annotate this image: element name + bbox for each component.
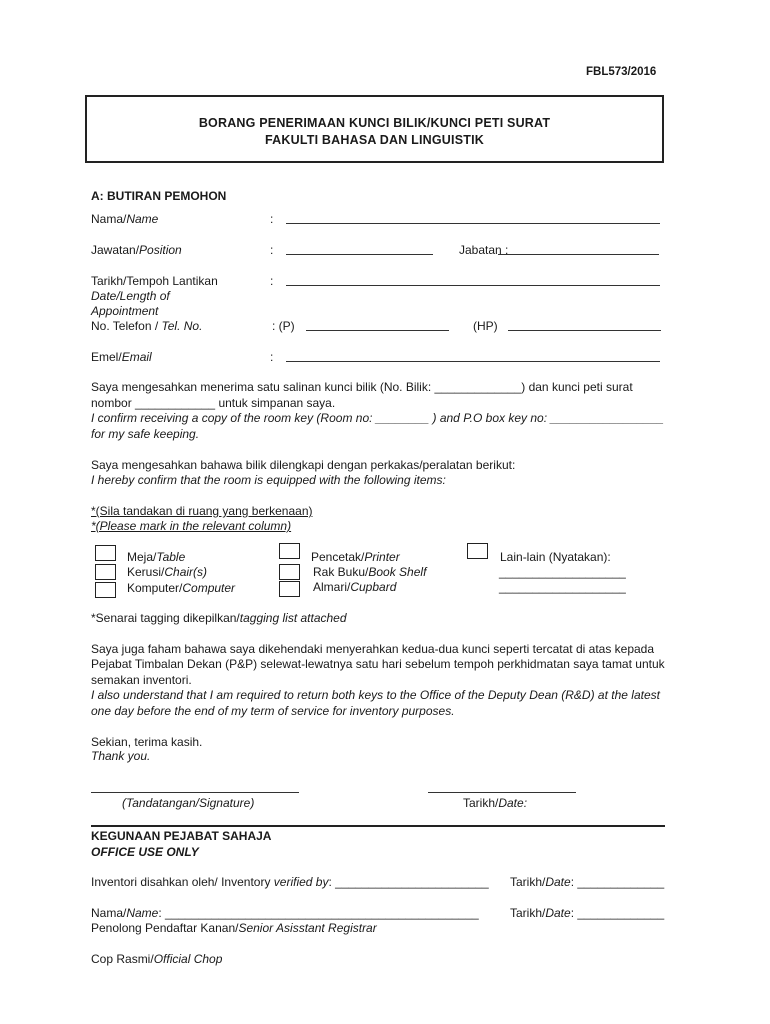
confirm-key-ms-line2: nombor ____________ untuk simpanan saya. [91, 396, 336, 410]
confirm-key-en-line2: for my safe keeping. [91, 427, 200, 441]
appointment-colon: : [270, 274, 274, 288]
chair-label: Kerusi/Chair(s) [127, 565, 208, 579]
mark-instruction-ms: *(Sila tandakan di ruang yang berkenaan) [91, 504, 313, 518]
name-colon: : [270, 212, 274, 226]
form-title-line1: BORANG PENERIMAAN KUNCI BILIK/KUNCI PETI SURAT [198, 116, 551, 130]
bookshelf-checkbox[interactable] [279, 564, 300, 580]
name-label: Nama/Name [91, 212, 159, 226]
form-title-line2: FAKULTI BAHASA DAN LINGUISTIK [265, 133, 484, 147]
position-label: Jawatan/Position [91, 243, 182, 257]
computer-checkbox[interactable] [95, 582, 116, 598]
signature-date-label: Tarikh/Date: [463, 796, 528, 810]
bookshelf-label: Rak Buku/Book Shelf [313, 565, 427, 579]
tagging-note: *Senarai tagging dikepilkan/tagging list attached [91, 611, 347, 625]
office-divider [91, 825, 665, 827]
tel-p-label: : (P) [272, 319, 295, 333]
others-checkbox[interactable] [467, 543, 488, 559]
office-heading-en: OFFICE USE ONLY [91, 845, 199, 859]
email-field[interactable] [286, 361, 660, 362]
mark-instruction-en: *(Please mark in the relevant column) [91, 519, 292, 533]
appointment-label: Tarikh/Tempoh Lantikan [91, 274, 218, 288]
others-field-1[interactable]: ___________________ [499, 565, 626, 579]
office-heading-ms: KEGUNAAN PEJABAT SAHAJA [91, 829, 272, 843]
table-checkbox[interactable] [95, 545, 116, 561]
title-box [85, 95, 664, 163]
equipment-en: I hereby confirm that the room is equipped with the following items: [91, 473, 446, 487]
email-colon: : [270, 350, 274, 364]
appointment-label-en1: Date/Length of [91, 289, 170, 303]
appointment-field[interactable] [286, 285, 660, 286]
others-field-2[interactable]: ___________________ [499, 580, 626, 594]
return-en-line1: I also understand that I am required to return both keys to the Office of the Deputy Dean (R&D) at the latest [91, 688, 660, 702]
verified-date-label: Tarikh/Date: _____________ [510, 875, 665, 889]
printer-checkbox[interactable] [279, 543, 300, 559]
department-field[interactable] [498, 254, 659, 255]
tel-p-field[interactable] [306, 330, 449, 331]
confirm-key-ms-line1: Saya mengesahkan menerima satu salinan kunci bilik (No. Bilik: _____________) dan kunci peti surat [91, 380, 633, 394]
computer-label: Komputer/Computer [127, 581, 236, 595]
signature-label: (Tandatangan/Signature) [122, 796, 255, 810]
return-ms-line1: Saya juga faham bahawa saya dikehendaki menyerahkan kedua-dua kunci seperti tercatat di atas kepada [91, 642, 655, 656]
name-field[interactable] [286, 223, 660, 224]
officer-name-label: Nama/Name: _______________________________________________ [91, 906, 479, 920]
printer-label: Pencetak/Printer [311, 550, 400, 564]
confirm-key-en-line1: I confirm receiving a copy of the room key (Room no: ________ ) and P.O box key no: _________________ [91, 411, 664, 425]
closing-en: Thank you. [91, 749, 151, 763]
signature-date-field[interactable] [428, 792, 576, 793]
tel-label: No. Telefon / Tel. No. [91, 319, 203, 333]
closing-ms: Sekian, terima kasih. [91, 735, 203, 749]
registrar-label: Penolong Pendaftar Kanan/Senior Asisstant Registrar [91, 921, 377, 935]
tel-hp-label: (HP) [473, 319, 498, 333]
position-field[interactable] [286, 254, 433, 255]
official-chop-label: Cop Rasmi/Official Chop [91, 952, 223, 966]
verified-by-label: Inventori disahkan oleh/ Inventory verified by: _______________________ [91, 875, 489, 889]
cupboard-checkbox[interactable] [279, 581, 300, 597]
return-ms-line3: semakan inventori. [91, 673, 192, 687]
tel-hp-field[interactable] [508, 330, 661, 331]
chair-checkbox[interactable] [95, 564, 116, 580]
appointment-label-en2: Appointment [91, 304, 159, 318]
department-label: Jabatan : [459, 243, 509, 257]
officer-date-label: Tarikh/Date: _____________ [510, 906, 665, 920]
others-label: Lain-lain (Nyatakan): [500, 550, 611, 564]
section-a-heading: A: BUTIRAN PEMOHON [91, 189, 227, 203]
return-ms-line2: Pejabat Timbalan Dekan (P&P) selewat-lewatnya satu hari sebelum tempoh perkhidmatan saya tamat untuk [91, 657, 665, 671]
return-en-line2: one day before the end of my term of service for inventory purposes. [91, 704, 455, 718]
equipment-ms: Saya mengesahkan bahawa bilik dilengkapi dengan perkakas/peralatan berikut: [91, 458, 516, 472]
signature-field[interactable] [91, 792, 299, 793]
table-label: Meja/Table [127, 550, 186, 564]
cupboard-label: Almari/Cupbard [313, 580, 397, 594]
email-label: Emel/Email [91, 350, 152, 364]
position-colon: : [270, 243, 274, 257]
form-code: FBL573/2016 [586, 66, 657, 78]
